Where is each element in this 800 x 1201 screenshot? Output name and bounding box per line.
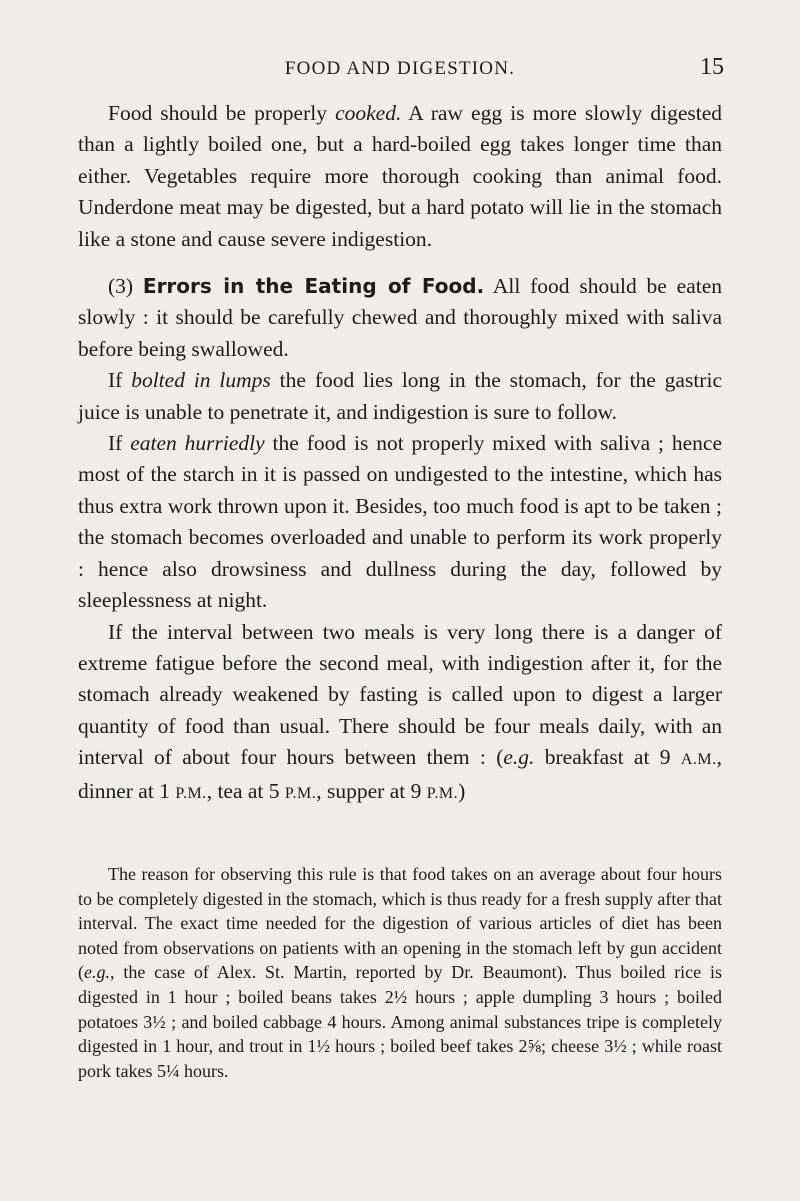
section-number: (3) (108, 274, 143, 299)
paragraph-errors-in-eating: (3) Errors in the Eating of Food. All food should be eaten slowly : it should be carefully chewed and thoroughly mixed with saliva before being swallowed. (78, 274, 723, 361)
main-text (78, 98, 722, 809)
section-heading: Errors in the Eating of Food. (142, 274, 485, 299)
small-print-note (78, 862, 722, 1083)
paragraph-bolted: If bolted in lumps the food lies long in the stomach, for the gastric juice is unable to penetrate it, and indigestion is sure to follow. (78, 368, 722, 424)
running-title: FOOD AND DIGESTION. (284, 58, 516, 79)
paragraph-meal-interval: If the interval between two meals is very long there is a danger of extreme fatigue before the second meal, with indigestion after it, for the stomach already weakened by fasting is called upon to digest a larger quantity of food than usual. There should be four meals daily, with an interval of about four hours between them : (e.g. breakfast at 9 A.M., dinner at 1 P.M., tea at 5 P.M., supper at 9 P.M.) (78, 619, 722, 803)
running-head (78, 54, 724, 86)
page-number: 15 (700, 54, 724, 80)
emphasis: cooked. (335, 101, 402, 125)
emphasis: eaten hurriedly (130, 431, 265, 456)
emphasis: bolted in lumps (131, 368, 271, 393)
paragraph-cooking: Food should be properly cooked. A raw egg is more slowly digested than a lightly boiled one, but a hard-boiled egg takes longer time than either. Vegetables require more thorough cooking than animal food. Underdone meat may be digested, but a hard potato will lie in the stomach like a stone and cause severe indigestion. (78, 101, 722, 251)
paragraph-hurriedly: If eaten hurriedly the food is not properly mixed with saliva ; hence most of the starch in it is passed on undigested to the intestine, which has thus extra work thrown upon it. Besides, too much food is apt to be taken ; the stomach becomes overloaded and unable to perform its work properly : hence also drowsiness and dullness during the day, followed by sleeplessness at night. (78, 431, 722, 613)
paragraph-digestion-times: The reason for observing this rule is that food takes on an average about four hours to be completely digested in the stomach, which is thus ready for a fresh supply after that interval. The exact time needed for the digestion of various articles of diet has been noted from observations on patients with an opening in the stomach left by gun accident (e.g., the case of Alex. St. Martin, reported by Dr. Beaumont). Thus boiled rice is digested in 1 hour ; boiled beans takes 2½ hours ; apple dumpling 3 hours ; boiled potatoes 3½ ; and boiled cabbage 4 hours. Among animal substances tripe is completely digested in 1 hour, and trout in 1½ hours ; boiled beef takes 2⅝; cheese 3½ ; while roast pork takes 5¼ hours. (78, 864, 722, 1081)
